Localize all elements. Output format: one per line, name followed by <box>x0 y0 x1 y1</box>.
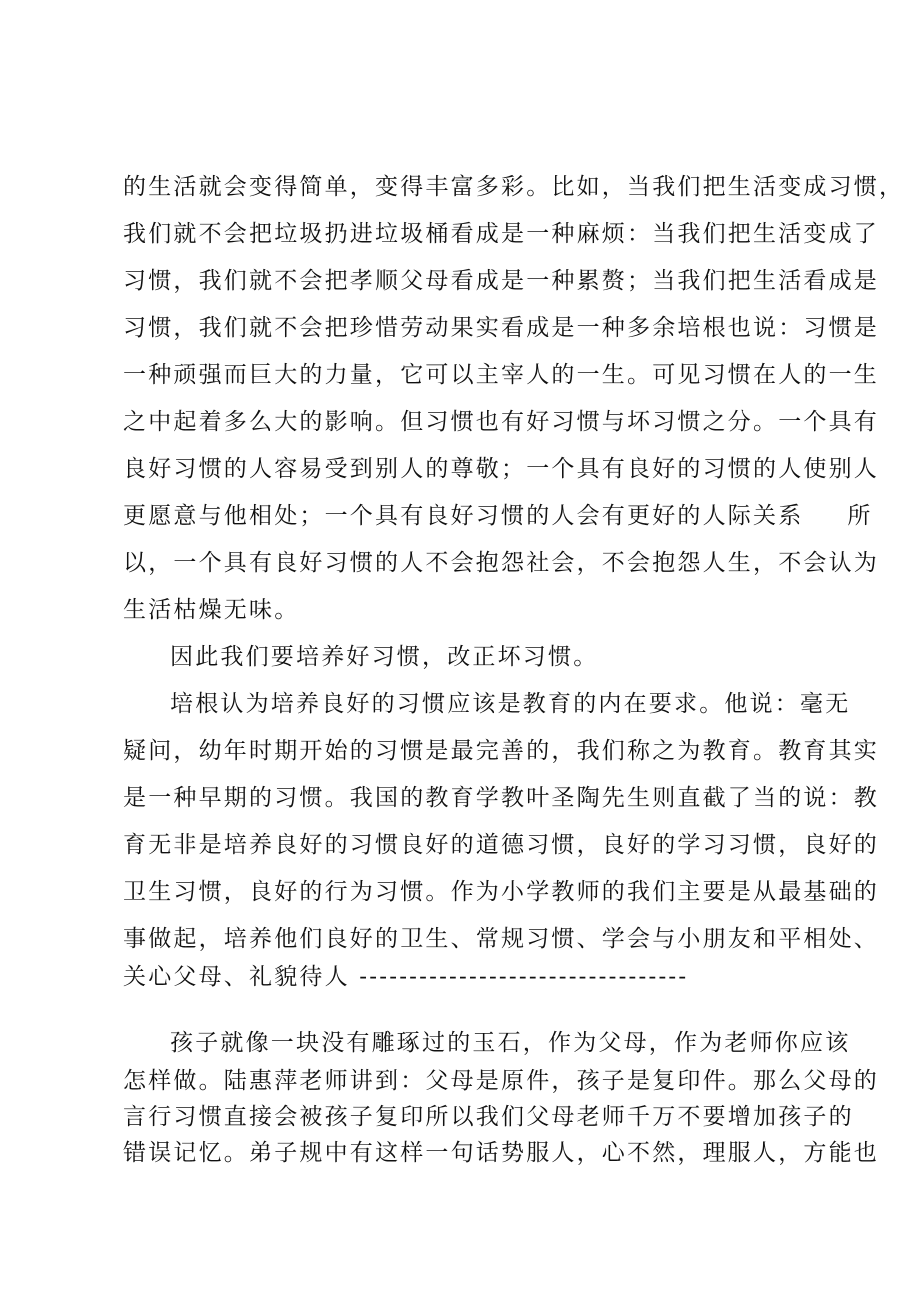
paragraph-1-line-2: 我们就不会把垃圾扔进垃圾桶看成是一种麻烦：当我们把生活变成了 <box>123 221 879 247</box>
paragraph-1-line-5: 一种顽强而巨大的力量，它可以主宰人的一生。可见习惯在人的一生 <box>123 362 879 388</box>
paragraph-4-line-2: 怎样做。陆惠萍老师讲到：父母是原件，孩子是复印件。那么父母的 <box>123 1068 879 1094</box>
paragraph-1-line-8 <box>123 501 873 531</box>
paragraph-4-line-1: 孩子就像一块没有雕琢过的玉石，作为父母，作为老师你应该 <box>170 1030 851 1056</box>
paragraph-1-line-10: 生活枯燥无味。 <box>123 597 300 623</box>
paragraph-3-line-1: 培根认为培养良好的习惯应该是教育的内在要求。他说：毫无 <box>170 691 851 717</box>
paragraph-2-line-1: 因此我们要培养好习惯，改正坏习惯。 <box>170 644 599 670</box>
paragraph-4-line-3: 言行习惯直接会被孩子复印所以我们父母老师千万不要增加孩子的 <box>123 1104 854 1130</box>
paragraph-1-line-8-tail: 所 <box>847 503 873 529</box>
paragraph-3-line-2: 疑问，幼年时期开始的习惯是最完善的，我们称之为教育。教育其实 <box>123 738 879 764</box>
paragraph-1-line-9: 以，一个具有良好习惯的人不会抱怨社会，不会抱怨人生，不会认为 <box>123 550 879 576</box>
paragraph-1-line-8-text: 更愿意与他相处；一个具有良好习惯的人会有更好的人际关系 <box>123 503 804 529</box>
paragraph-1-line-3: 习惯，我们就不会把孝顺父母看成是一种累赘；当我们把生活看成是 <box>123 268 879 294</box>
paragraph-1-line-4: 习惯，我们就不会把珍惜劳动果实看成是一种多余培根也说：习惯是 <box>123 315 879 341</box>
paragraph-3-line-4: 育无非是培养良好的习惯良好的道德习惯，良好的学习习惯，良好的 <box>123 832 879 858</box>
paragraph-3-line-3: 是一种早期的习惯。我国的教育学教叶圣陶先生则直截了当的说：教 <box>123 785 879 811</box>
paragraph-1-line-7: 良好习惯的人容易受到别人的尊敬；一个具有良好的习惯的人使别人 <box>123 456 879 482</box>
paragraph-1-line-6: 之中起着多么大的影响。但习惯也有好习惯与坏习惯之分。一个具有 <box>123 409 879 435</box>
paragraph-1-line-1: 的生活就会变得简单，变得丰富多彩。比如，当我们把生活变成习惯， <box>123 174 905 200</box>
paragraph-4-line-4: 错误记忆。弟子规中有这样一句话势服人，心不然，理服人，方能也 <box>123 1140 879 1166</box>
paragraph-3-line-6: 事做起，培养他们良好的卫生、常规习惯、学会与小朋友和平相处、 <box>123 926 879 952</box>
paragraph-3-line-5: 卫生习惯，良好的行为习惯。作为小学教师的我们主要是从最基础的 <box>123 879 879 905</box>
paragraph-3-line-7: 关心父母、礼貌待人 --------------------------------- <box>123 964 689 990</box>
